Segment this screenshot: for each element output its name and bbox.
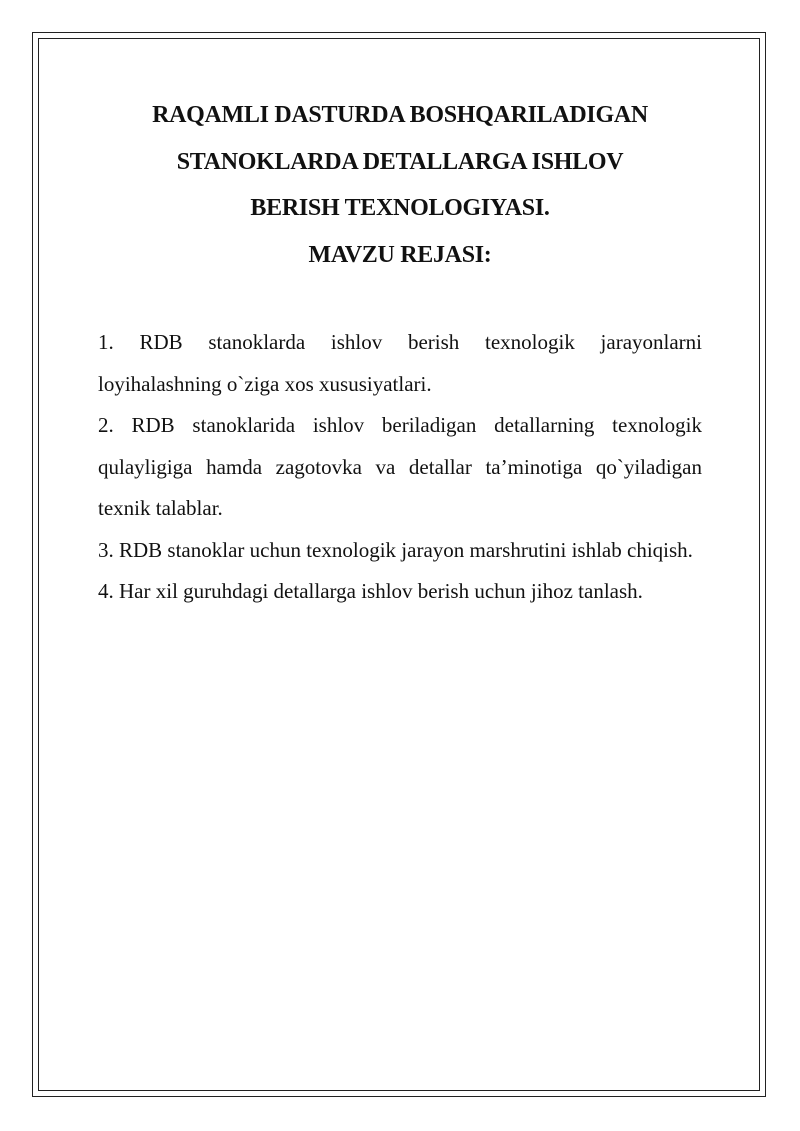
title-line-2: STANOKLARDA DETALLARGA ISHLOV	[176, 148, 624, 175]
title-line-1: RAQAMLI DASTURDA BOSHQARILADIGAN	[152, 102, 648, 128]
title-line-3: BERISH TEXNOLOGIYASI.	[250, 195, 550, 221]
plan-item-4: 4. Har xil guruhdagi detallarga ishlov berish uchun jihoz tanlash.	[98, 579, 643, 603]
plan-item-2: 2. RDB stanoklarida ishlov beriladigan detallarning texnologik qulayligiga hamda zagotovka va detallar ta’minotiga qo`yiladigan texnik talablar.	[98, 413, 702, 520]
plan-item-3: 3. RDB stanoklar uchun texnologik jarayon marshrutini ishlab chiqish.	[98, 537, 693, 562]
document-title	[98, 92, 702, 278]
plan-item-1: 1. RDB stanoklarda ishlov berish texnologik jarayonlarni loyihalashning o`ziga xos xususiyatlari.	[98, 330, 702, 396]
plan-heading: MAVZU REJASI:	[308, 241, 492, 268]
plan-list	[98, 322, 702, 613]
